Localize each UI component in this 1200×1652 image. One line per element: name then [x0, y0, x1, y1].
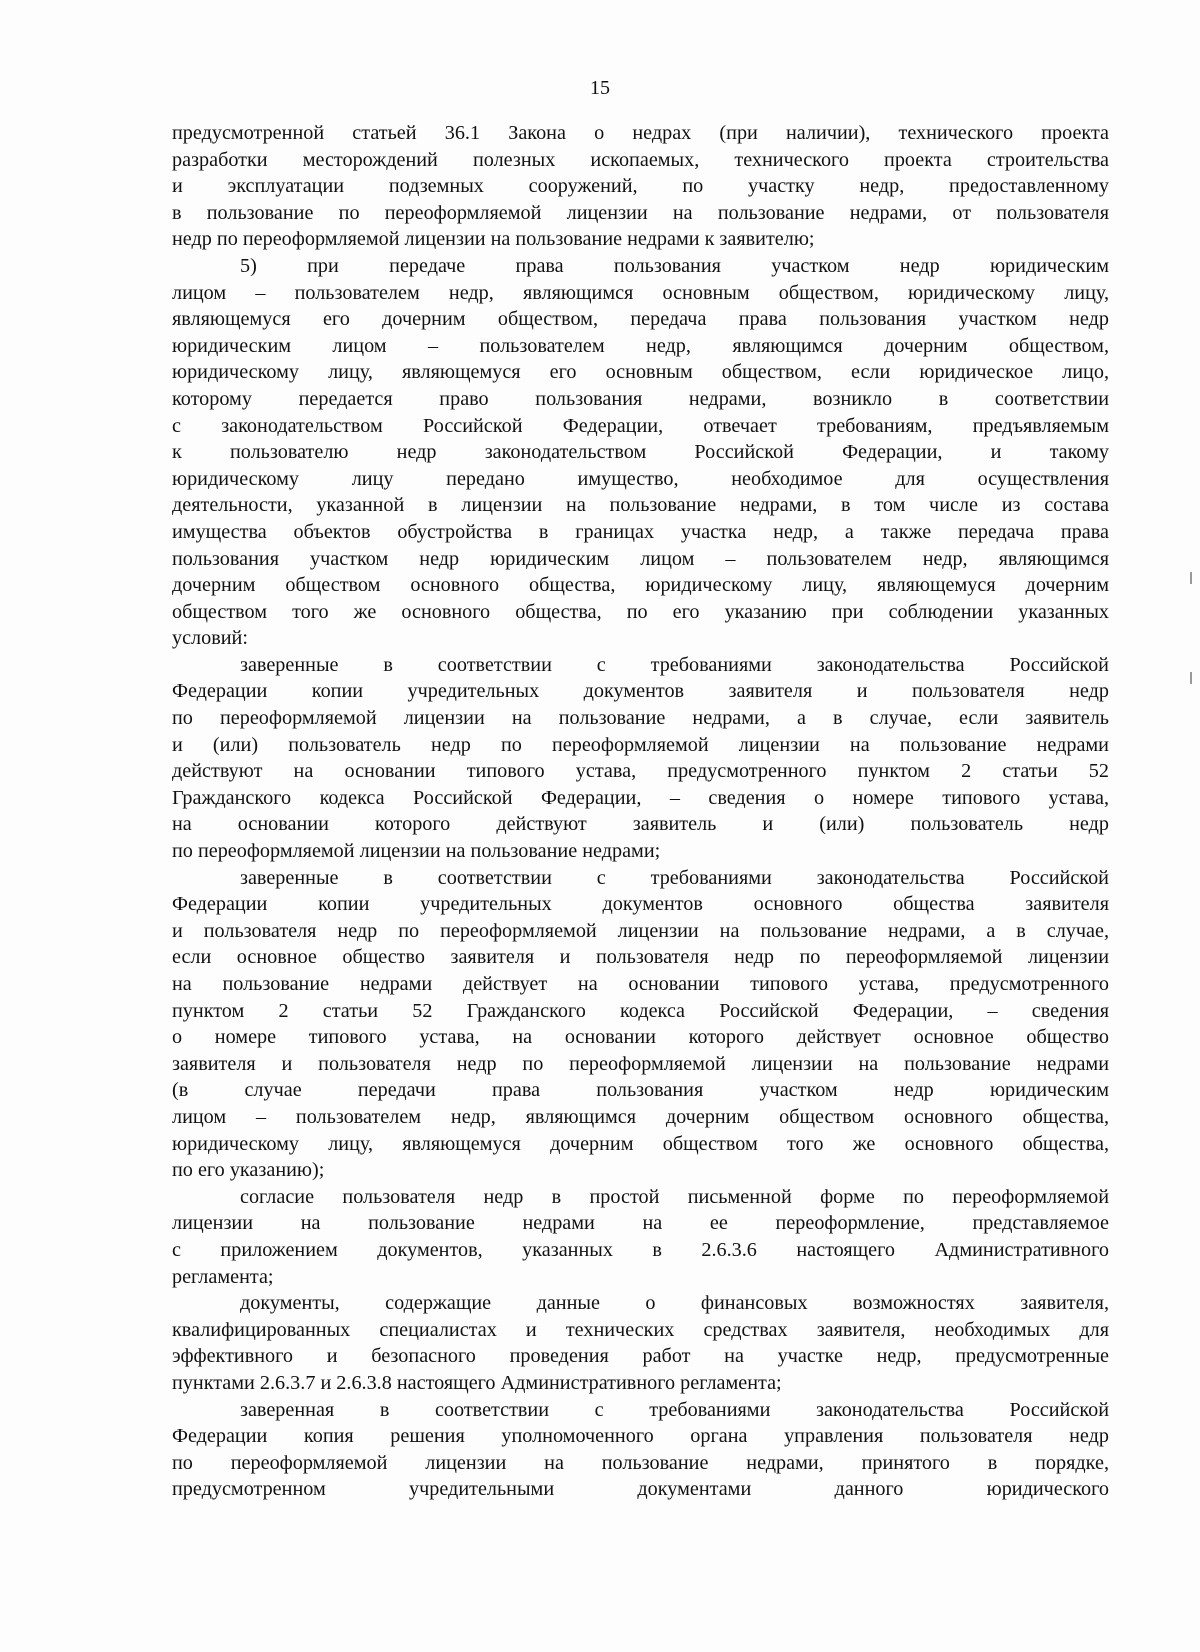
text-line: разработки месторождений полезных ископаемых, технического проекта строительства — [172, 148, 1109, 171]
text-line: эффективного и безопасного проведения работ на участке недр, предусмотренные — [172, 1345, 1109, 1368]
paragraph-first-line: 5) при передаче права пользования участком недр юридическим — [240, 254, 1109, 277]
text-line: которому передается право пользования недрами, возникло в соответствии — [172, 387, 1109, 410]
paragraph-first-line: заверенная в соответствии с требованиями законодательства Российской — [240, 1398, 1109, 1421]
text-line: с законодательством Российской Федерации, отвечает требованиям, предъявляемым — [172, 414, 1109, 437]
text-line: юридическому лицу, являющемуся дочерним обществом того же основного общества, — [172, 1132, 1109, 1155]
text-line: деятельности, указанной в лицензии на пользование недрами, в том числе из состава — [172, 494, 1109, 517]
text-line: по переоформляемой лицензии на пользование недрами; — [172, 840, 661, 863]
text-line: о номере типового устава, на основании которого действует основное общество — [172, 1026, 1109, 1049]
text-line: пунктом 2 статьи 52 Гражданского кодекса Российской Федерации, – сведения — [172, 999, 1109, 1022]
text-line: Федерации копия решения уполномоченного органа управления пользователя недр — [172, 1425, 1109, 1448]
text-line: юридическому лицу, являющемуся его основным обществом, если юридическое лицо, — [172, 361, 1109, 384]
paragraph-first-line: заверенные в соответствии с требованиями законодательства Российской — [240, 866, 1109, 889]
text-line: на основании которого действуют заявитель и (или) пользователь недр — [172, 813, 1109, 836]
text-line: к пользователю недр законодательством Российской Федерации, и такому — [172, 441, 1109, 464]
text-line: (в случае передачи права пользования участком недр юридическим — [172, 1079, 1109, 1102]
text-line: пунктами 2.6.3.7 и 2.6.3.8 настоящего Административного регламента; — [172, 1371, 782, 1394]
text-line: лицом – пользователем недр, являющимся основным обществом, юридическому лицу, — [172, 281, 1109, 304]
text-line: юридическим лицом – пользователем недр, являющимся дочерним обществом, — [172, 334, 1109, 357]
text-line: обществом того же основного общества, по его указанию при соблюдении указанных — [172, 600, 1109, 623]
text-line: по переоформляемой лицензии на пользование недрами, принятого в порядке, — [172, 1451, 1109, 1474]
margin-mark — [1190, 572, 1192, 584]
page-number: 15 — [590, 77, 610, 99]
text-line: и (или) пользователь недр по переоформляемой лицензии на пользование недрами — [172, 733, 1109, 756]
text-line: заявителя и пользователя недр по переоформляемой лицензии на пользование недрами — [172, 1052, 1109, 1075]
paragraph-first-line: заверенные в соответствии с требованиями законодательства Российской — [240, 653, 1109, 676]
text-line: Гражданского кодекса Российской Федерации, – сведения о номере типового устава, — [172, 786, 1109, 809]
text-line: с приложением документов, указанных в 2.6.3.6 настоящего Административного — [172, 1238, 1109, 1261]
text-line: квалифицированных специалистах и технических средствах заявителя, необходимых для — [172, 1318, 1109, 1341]
text-line: Федерации копии учредительных документов основного общества заявителя — [172, 893, 1109, 916]
text-line: в пользование по переоформляемой лицензии на пользование недрами, от пользователя — [172, 201, 1109, 224]
text-line: являющемуся его дочерним обществом, передача права пользования участком недр — [172, 308, 1109, 331]
text-line: предусмотренном учредительными документами данного юридического — [172, 1478, 1109, 1501]
text-line: действуют на основании типового устава, предусмотренного пунктом 2 статьи 52 — [172, 760, 1109, 783]
text-line: предусмотренной статьей 36.1 Закона о недрах (при наличии), технического проекта — [172, 122, 1109, 144]
text-line: и эксплуатации подземных сооружений, по участку недр, предоставленному — [172, 175, 1109, 198]
document-body — [172, 120, 1109, 1503]
text-line: лицензии на пользование недрами на ее переоформление, представляемое — [172, 1212, 1109, 1235]
text-line: и пользователя недр по переоформляемой лицензии на пользование недрами, а в случае, — [172, 919, 1109, 942]
paragraph-first-line: согласие пользователя недр в простой письменной форме по переоформляемой — [240, 1185, 1109, 1208]
text-line: по переоформляемой лицензии на пользование недрами, а в случае, если заявитель — [172, 707, 1109, 730]
text-line: Федерации копии учредительных документов заявителя и пользователя недр — [172, 680, 1109, 703]
text-line: дочерним обществом основного общества, юридическому лицу, являющемуся дочерним — [172, 574, 1109, 597]
text-line: юридическому лицу передано имущество, необходимое для осуществления — [172, 467, 1109, 490]
text-line: имущества объектов обустройства в границах участка недр, а также передача права — [172, 520, 1109, 543]
text-line: лицом – пользователем недр, являющимся дочерним обществом основного общества, — [172, 1105, 1109, 1128]
text-line: недр по переоформляемой лицензии на пользование недрами к заявителю; — [172, 228, 815, 251]
text-line: на пользование недрами действует на основании типового устава, предусмотренного — [172, 973, 1109, 995]
paragraph-first-line: документы, содержащие данные о финансовых возможностях заявителя, — [240, 1292, 1109, 1315]
text-line: условий: — [172, 627, 248, 650]
text-line: регламента; — [172, 1265, 274, 1288]
text-line: по его указанию); — [172, 1159, 325, 1182]
text-line: если основное общество заявителя и пользователя недр по переоформляемой лицензии — [172, 946, 1109, 969]
margin-mark — [1190, 672, 1192, 684]
text-line: пользования участком недр юридическим лицом – пользователем недр, являющимся — [172, 547, 1109, 570]
